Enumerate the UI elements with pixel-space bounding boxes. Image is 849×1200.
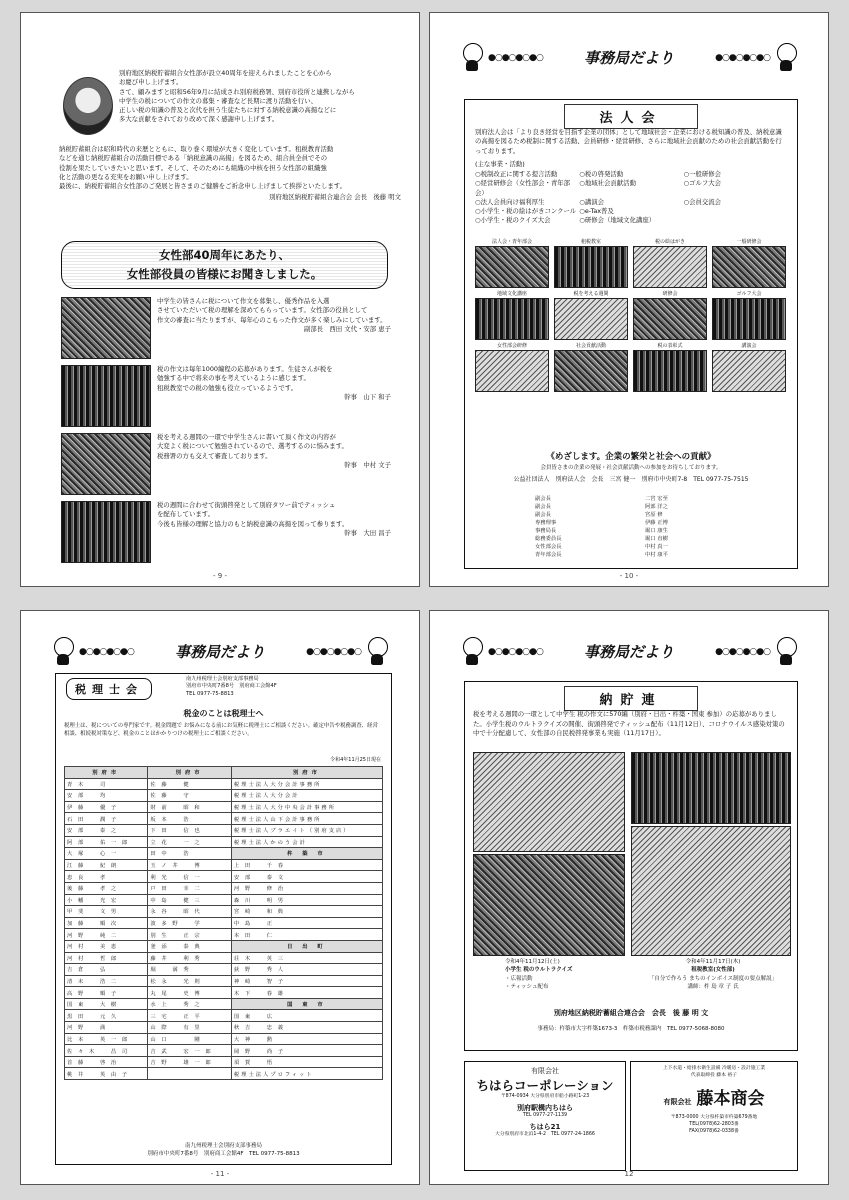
comment-author: 幹事 山下 和子	[344, 392, 391, 401]
table-cell: 国 東 市	[231, 998, 382, 1010]
officer-role: 青年部会長	[535, 551, 562, 558]
section-title: 税理士会	[66, 678, 152, 700]
page-header	[460, 637, 798, 667]
table-row	[65, 1010, 383, 1022]
officer-role: 専務理事	[535, 519, 557, 526]
table-cell: 山 口 剛	[148, 1033, 231, 1045]
officer-name: 中村 真一	[645, 543, 668, 550]
photo-caption: 法人会・青年部会	[491, 239, 532, 245]
table-cell: 宮 崎 和 典	[231, 906, 382, 918]
table-row	[65, 1033, 383, 1045]
intro-text: 税理士は、税についての専門家です。税金問題で お悩みになる前にお気軽に税理士にご相談ください。確定申告や税務調査、経営相談、相続税対策など、税金のことはかかりつけの税理士にご相談ください。	[64, 723, 378, 738]
table-cell: 下 田 信 也	[148, 824, 231, 836]
activity-item: ○一般研修会	[683, 170, 722, 178]
section-title	[465, 104, 797, 129]
table-row	[65, 894, 383, 906]
ad-company-name: 藤本商会	[696, 1088, 765, 1109]
table-cell: 税理士法人ブラエイト（別府支店）	[231, 824, 382, 836]
body-text	[59, 145, 401, 203]
table-cell: 中 島 健 三	[148, 894, 231, 906]
office-address: 事務局：杵築市大字杵築1673-3 杵築市税務課内 TEL 0977-5068-8080	[537, 1026, 725, 1032]
photo-caption: 一般研修会	[736, 239, 762, 245]
comment-line: 税務署の方も交えて審査しております。	[157, 451, 272, 460]
table-row	[65, 813, 383, 825]
activities-label: (主な事業・活動)	[475, 160, 525, 168]
page-header	[460, 43, 798, 73]
ad-representative: 代表取締役 藤本 裕子	[690, 1072, 738, 1078]
headline-banner	[61, 241, 388, 289]
table-cell: 大 塚 心 一	[65, 848, 148, 860]
table-cell: 木 下 春 雄	[231, 987, 382, 999]
activity-item: ○講演会	[579, 197, 605, 206]
ad-address: 〒874-0934 大分県別府市船小路町1-23	[500, 1094, 590, 1099]
dots-decoration: ●○●○●○●○	[715, 53, 770, 63]
table-row	[65, 1022, 383, 1034]
comment-line: 今後も皆様の理解と協力のもと納税意識の高揚を図って参ります。	[157, 519, 349, 528]
table-cell: 伊 藤 優 子	[65, 801, 148, 813]
officer-name: 阿部 洋之	[645, 503, 668, 510]
table-cell: 首 藤 啓 治	[65, 1056, 148, 1068]
table-cell: 石 田 潤 子	[65, 813, 148, 825]
footer-line: 南九州税理士会別府支部事務局	[184, 1142, 262, 1149]
table-cell: 佐 藤 守	[148, 790, 231, 802]
right-caption	[637, 958, 789, 991]
table-cell: 小 幡 光 宏	[65, 894, 148, 906]
table-cell: 河 野 純 二	[65, 929, 148, 941]
table-cell: 大 神 勲	[231, 1033, 382, 1045]
table-row	[65, 801, 383, 813]
activity-item: ○研修会（地域文化講座）	[579, 216, 656, 225]
comment-line: 大変よく税について勉強されているので、選考するのに悩みます。	[157, 442, 348, 451]
ad-company-type: 有限会社	[531, 1067, 559, 1075]
officer-name: 中村 康平	[645, 551, 668, 558]
activity-item: ○会員交流会	[683, 197, 722, 206]
ad-brand: ちはら21	[529, 1122, 561, 1131]
table-cell: 佐 々 木 昌 司	[65, 1045, 148, 1057]
dots-decoration: ●○●○●○●○	[715, 647, 770, 657]
page-number: - 9 -	[213, 572, 227, 580]
officer-role: 副会長	[535, 503, 551, 510]
officer-role: 事務局長	[535, 527, 557, 534]
section-title-text: 法人会	[564, 104, 697, 129]
activity-photo	[712, 246, 786, 288]
table-cell: 甲 斐 文 男	[65, 906, 148, 918]
savings-union-section	[464, 681, 798, 1051]
officers-list	[535, 496, 755, 560]
intro-line: お慶び申し上げます。	[119, 78, 183, 87]
officer-name: 堀口 直樹	[645, 535, 668, 542]
table-cell: 税理士法人かのう会計	[231, 836, 382, 848]
banner-line-1: 女性部40周年にあたり、	[158, 248, 290, 262]
table-cell: 立 花 一 之	[148, 836, 231, 848]
ad-address: 大分県別府市北浜1-4-2 TEL 0977-24-1866	[495, 1131, 595, 1137]
table-row	[65, 836, 383, 848]
comment-line: 作文の審査に当たりますが、毎年心のこもった作文が多く楽しみにしています。	[157, 315, 387, 324]
header-title: 事務局だより	[583, 643, 674, 661]
table-cell: 河 村 美 恵	[65, 940, 148, 952]
table-cell: 戸 田 幸 二	[148, 882, 231, 894]
activity-item: ○e-Tax普及	[579, 207, 614, 216]
photo-caption: 税を考える週間	[573, 291, 609, 297]
chairman-portrait	[63, 77, 113, 135]
ad-store-name: 別府駅構内ちはら	[517, 1103, 573, 1112]
photo-caption: 租税教室	[580, 239, 601, 245]
caption-date: 令和4年11月12日(土)	[505, 959, 560, 965]
table-cell: 上 田 千 春	[231, 859, 382, 871]
table-row	[65, 824, 383, 836]
photo-caption: 地域文化講座	[496, 291, 527, 297]
ad-phone: TEL 0977-27-1139	[522, 1112, 568, 1118]
caption-item: ・広報活動	[505, 975, 533, 982]
header-title: 事務局だより	[583, 49, 674, 67]
activity-photo	[475, 298, 549, 340]
table-cell: 税理士法人プロフィット	[231, 1068, 382, 1080]
table-cell: 税理士法人大分会計事務所	[231, 778, 382, 790]
activity-photo	[554, 350, 628, 392]
caption-subtitle: 「自分で作ろう まちのインボイス制度の要点解説」	[648, 975, 778, 982]
table-cell: 清 末 浩 二	[65, 975, 148, 987]
page-10	[429, 12, 829, 587]
table-cell: 阿 部 佑 一 郎	[65, 836, 148, 848]
advertisement-chihara	[464, 1061, 626, 1171]
table-row	[65, 848, 383, 860]
table-row	[65, 940, 383, 952]
photo-caption: 研修会	[662, 291, 678, 297]
table-cell: 吉 武 宏 一 郎	[148, 1045, 231, 1057]
table-cell: 丸 尾 史 博	[148, 987, 231, 999]
advertisement-fujimoto	[630, 1061, 798, 1171]
table-row	[65, 987, 383, 999]
dots-decoration: ●○●○●○●○	[79, 647, 134, 657]
photo-caption: 社会貢献活動	[575, 343, 606, 349]
table-cell: 波 多 野 学	[148, 917, 231, 929]
photo-caption: 税の表彰式	[657, 343, 683, 349]
table-cell: 三 宅 正 平	[148, 1010, 231, 1022]
officer-name: 二宮 宏至	[645, 496, 668, 502]
table-cell: 加 藤 順 次	[65, 917, 148, 929]
table-cell: 荻 野 秀 人	[231, 964, 382, 976]
table-cell: 堀 満 秀	[148, 964, 231, 976]
intro-text	[119, 69, 401, 125]
body-line: 納税貯蓄組合は昭和時代の来歴とともに、取り巻く環境が大きく変化しています。租税教育活動	[59, 145, 334, 153]
table-cell: 森 川 明 男	[231, 894, 382, 906]
table-cell: 高 野 順 子	[65, 987, 148, 999]
table-cell: 本 田 仁	[231, 929, 382, 941]
activities-list	[475, 170, 791, 226]
table-cell: 永 谷 昭 代	[148, 906, 231, 918]
body-line: 役割を果たしていきたいと思います。そして、そのためにも組織の中核を担う女性部の組織強	[59, 163, 327, 172]
dots-decoration: ●○●○●○●○	[488, 647, 543, 657]
table-cell: 安 部 均	[65, 790, 148, 802]
table-cell: 安 部 泰 之	[65, 824, 148, 836]
tax-accountant-section	[55, 673, 392, 1165]
intro-line: 多大な貢献をされており改めて深く感謝申し上げます。	[119, 115, 279, 124]
event-photo	[631, 826, 791, 956]
activity-item: ○ゴルフ大会	[683, 179, 722, 188]
table-cell: 田 中 浩	[148, 848, 231, 860]
body-line: 最後に、納税貯蓄組合女性部のご発展と皆さまのご健勝をご祈念申し上げまして挨拶といたします。	[59, 182, 347, 191]
table-row	[65, 871, 383, 883]
comment-author: 副部長 西田 文代・安部 恵子	[303, 324, 391, 333]
header-title: 事務局だより	[174, 643, 265, 661]
activity-photo	[554, 246, 628, 288]
table-cell: 河 野 修 治	[231, 882, 382, 894]
association-line: TEL 0977-75-8813	[186, 690, 234, 697]
comment-line: 税の週間に合わせて街頭啓発として別府タワー前でティッシュ	[157, 501, 336, 509]
page-number: - 10 -	[619, 572, 639, 580]
photo-caption: ゴルフ大会	[736, 291, 762, 297]
table-cell: 比 本 英 一 郎	[65, 1033, 148, 1045]
dots-decoration: ●○●○●○●○	[306, 647, 361, 657]
table-cell: 後 藤 孝 之	[65, 882, 148, 894]
report-text: 税を考える週間の一環として中学生 税の作文に570編（別府・日出・杵築・国東 参加）の応募がありました。小学生税のウルトラクイズの開催、街頭啓発でティッシュ配布（11月12日）、コロナウイルス感染対策の中で十分配慮して、女性部の自民税啓発事業も実施（11月17日）。	[473, 710, 785, 738]
activity-photo	[633, 350, 707, 392]
section-title-text: 納貯連	[564, 686, 697, 711]
activity-item: ○税の啓発活動	[579, 170, 624, 178]
ad-company-name: ちはらコーポレーション	[476, 1078, 614, 1093]
member-comment	[61, 433, 391, 493]
mascot-icon	[774, 43, 798, 73]
intro-line: 別府地区納税貯蓄組合女性部が設立40周年を迎えられましたことを心から	[119, 69, 332, 77]
table-cell: 松 永 光 則	[148, 975, 231, 987]
ad-company-type: 有限会社	[663, 1097, 692, 1106]
table-cell: 日 出 町	[231, 940, 382, 952]
mascot-icon	[774, 637, 798, 667]
activity-item: ○法人会員向け福利厚生	[475, 197, 545, 206]
officer-name: 宮原 修	[645, 511, 663, 518]
table-cell: 釜 添 泰 典	[148, 940, 231, 952]
dots-decoration: ●○●○●○●○	[488, 53, 543, 63]
page-9	[20, 12, 420, 587]
activity-item: ○小学生・税の絵はがきコンクール	[475, 207, 577, 216]
activity-photo	[475, 350, 549, 392]
mascot-icon	[365, 637, 389, 667]
activity-item: ○小学生・税のクイズ大会	[475, 216, 551, 225]
officer-role: 副会長	[535, 511, 551, 518]
comment-line: 中学生の皆さんに税について作文を募集し、優秀作品を入選	[157, 297, 330, 305]
activity-photo	[633, 246, 707, 288]
landscape-photo	[61, 501, 151, 563]
caption-date: 令和4年11月17日(木)	[685, 959, 741, 965]
section-title	[465, 686, 797, 711]
table-header-row	[65, 767, 383, 779]
table-cell	[148, 1068, 231, 1080]
table-row	[65, 1056, 383, 1068]
activity-item: ○地域社会貢献活動	[579, 179, 636, 188]
table-row	[65, 790, 383, 802]
comment-line: 税の作文は毎年1000編程の応募があります。生徒さんが税を	[157, 365, 333, 373]
body-line: 化と活動の更なる充実をお願い申し上げます。	[59, 172, 193, 181]
association-line: 別府市中央町7番8号 別府商工会館4F	[186, 683, 277, 690]
comment-author: 幹事 中村 文子	[344, 460, 391, 469]
table-cell: 江 藤 紀 朗	[65, 859, 148, 871]
table-cell: 杵 築 市	[231, 848, 382, 860]
table-cell: 税理士法人大分中央会計事務所	[231, 801, 382, 813]
activity-photo	[712, 350, 786, 392]
comment-line: させていただいて税の理解を深めてもらっています。女性部の役員として	[157, 306, 368, 315]
page-11	[20, 610, 420, 1185]
left-caption	[505, 958, 572, 991]
officer-role: 女性部会長	[535, 543, 562, 550]
table-cell: 玉 ノ 井 博	[148, 859, 231, 871]
officer-name: 堀口 康生	[645, 527, 668, 534]
banner-line-2: 女性部役員の皆様にお聞きしました。	[126, 267, 323, 281]
event-photo	[473, 854, 625, 956]
table-cell: 吉 倉 弘	[65, 964, 148, 976]
table-row	[65, 917, 383, 929]
table-cell: 須 賀 悟	[231, 1056, 382, 1068]
slogan: 《めざします。企業の繁栄と社会への貢献》	[546, 452, 716, 462]
table-row	[65, 1068, 383, 1080]
table-row	[65, 859, 383, 871]
ad-phone: TEL(0978)62-2803番	[689, 1121, 739, 1127]
table-cell: 藤 井 利 秀	[148, 952, 231, 964]
table-cell: 坂 本 浩	[148, 813, 231, 825]
table-cell: 岡 野 尚 子	[231, 1045, 382, 1057]
landscape-photo	[61, 433, 151, 495]
page-12	[429, 610, 829, 1185]
landscape-photo	[61, 297, 151, 359]
association-info	[186, 676, 277, 698]
table-row	[65, 964, 383, 976]
comment-line: を配布しています。	[157, 510, 215, 519]
officer-role: 副会長	[535, 496, 551, 502]
page-number: - 11 -	[210, 1170, 230, 1178]
table-row	[65, 778, 383, 790]
table-cell: 税理士法人大分会計	[231, 790, 382, 802]
event-photo	[631, 752, 791, 824]
column-header: 別府市	[231, 767, 382, 779]
table-row	[65, 975, 383, 987]
footer-line: 別府市中央町7番8号 別府商工会館4F TEL 0977-75-8813	[147, 1150, 300, 1157]
activity-photo	[633, 298, 707, 340]
table-row	[65, 929, 383, 941]
footer-info	[56, 1142, 391, 1159]
intro-line: さて、顧みますと昭和56年9月に結成され別府税務署、別府市役所と連携しながら	[119, 87, 355, 96]
page-header	[51, 637, 389, 667]
photo-caption: 女性部会研修	[496, 343, 527, 349]
table-cell: 水 上 秀 之	[148, 998, 231, 1010]
table-cell: 安 部 泰 文	[231, 871, 382, 883]
event-photo	[473, 752, 625, 852]
activity-photo	[475, 246, 549, 288]
table-cell: 佐 藤 健	[148, 778, 231, 790]
table-row	[65, 952, 383, 964]
caption-title: 小学生 税のウルトラクイズ	[505, 967, 573, 974]
caption-lecturer: 講師：杵 島 章 子 氏	[687, 983, 739, 990]
ad-fax: FAX(0978)62-0338番	[689, 1128, 739, 1134]
member-comment	[61, 501, 391, 561]
as-of-date: 令和4年11月25日現在	[330, 757, 381, 763]
table-cell: 桃 井 英 由 子	[65, 1068, 148, 1080]
activity-photo	[554, 298, 628, 340]
caption-title: 租税教室(女性部)	[691, 967, 735, 974]
activity-item: ○税制改正に関する提言活動	[475, 170, 558, 178]
signature: 別府地区納税貯蓄組合連合会 会長 後藤 明文	[269, 193, 401, 202]
contact-info: 公益社団法人 別府法人会 会長 三宮 健一 別府市中央町7-8 TEL 0977-75-7515	[513, 476, 749, 483]
comment-line: 勉強する中で将来の事を考えているように感じます。	[157, 374, 310, 383]
association-line: 南九州税理士会別府支部事務局	[186, 676, 259, 682]
activity-photo	[712, 298, 786, 340]
ad-address: 〒873-0000 大分県杵築市杵築679番地	[670, 1114, 758, 1120]
table-cell: 財 前 昭 和	[148, 801, 231, 813]
member-comment	[61, 297, 391, 357]
activity-item: ○経営研修会（女性部会・青年部会）	[475, 179, 571, 197]
table-cell: 吉 野 雄 一 郎	[148, 1056, 231, 1068]
table-cell: 税理士法人山下会計事務所	[231, 813, 382, 825]
photo-caption: 講演会	[741, 343, 757, 349]
organization-footer: 別府地区納税貯蓄組合連合会 会長 後 藤 明 文	[553, 1009, 709, 1017]
landscape-photo	[61, 365, 151, 427]
intro-text: 別府法人会は「より良き経営を目指す企業の団体」として地域社会・企業における税知識の普及、納税意識の高揚を図るため税制に関する活動、会員研修・経営研修、さらに地域社会貢献のための社会貢献活動を行っております。	[475, 128, 782, 155]
ad-business: 上下水道・給排水衛生設備 冷暖房・設計施工業	[662, 1066, 766, 1071]
table-cell: 黒 田 元 久	[65, 1010, 148, 1022]
body-line: などを通じ納税貯蓄組合の活動目標である「納税意識の高揚」を図るため、組合員全員でその	[59, 154, 328, 163]
table-cell: 国 東 大 樹	[65, 998, 148, 1010]
table-cell: 河 野 満	[65, 1022, 148, 1034]
comment-line: 税を考える週間の一環で中学生さんに書いて頂く作文の内容が	[157, 433, 336, 441]
table-row	[65, 882, 383, 894]
table-cell: 秋 吉 忠 義	[231, 1022, 382, 1034]
headline: 税金のことは税理士へ	[183, 709, 264, 718]
table-cell: 別 生 正 宗	[148, 929, 231, 941]
table-cell: 神 崎 智 子	[231, 975, 382, 987]
table-row	[65, 906, 383, 918]
table-cell: 青 木 司	[65, 778, 148, 790]
table-cell: 荘 木 英 三	[231, 952, 382, 964]
comment-author: 幹事 大田 昌子	[344, 528, 391, 537]
officer-name: 伊藤 正博	[645, 519, 668, 526]
photo-caption: 税の絵はがき	[654, 239, 685, 245]
corporation-section	[464, 99, 798, 569]
page-number: 12	[624, 1170, 634, 1178]
intro-line: 正しい税の知識の普及と次代を担う生徒たちに対する納税意識の高揚などに	[119, 106, 337, 115]
table-row	[65, 1045, 383, 1057]
intro-line: 中学生の税についての作文の募集・審査など長期に渡り活動を行い、	[119, 96, 317, 105]
officer-role: 総務委員長	[535, 535, 562, 542]
tax-accountant-table	[64, 766, 383, 1080]
column-header: 別府市	[148, 767, 231, 779]
member-comment	[61, 365, 391, 425]
comment-line: 租税教室での税の勉強も役立っているようです。	[157, 383, 298, 392]
table-cell: 利 光 信 一	[148, 871, 231, 883]
slogan-subtitle: 会員皆さまの企業の発展・社会貢献活動への参加をお待ちしております。	[540, 465, 722, 471]
caption-item: ・ティッシュ配布	[505, 983, 549, 990]
table-cell: 恵 良 孝	[65, 871, 148, 883]
table-cell: 中 島 正	[231, 917, 382, 929]
table-cell: 山 際 有 里	[148, 1022, 231, 1034]
table-row	[65, 998, 383, 1010]
table-cell: 河 村 哲 郎	[65, 952, 148, 964]
column-header: 別府市	[65, 767, 148, 779]
table-cell: 国 東 広	[231, 1010, 382, 1022]
